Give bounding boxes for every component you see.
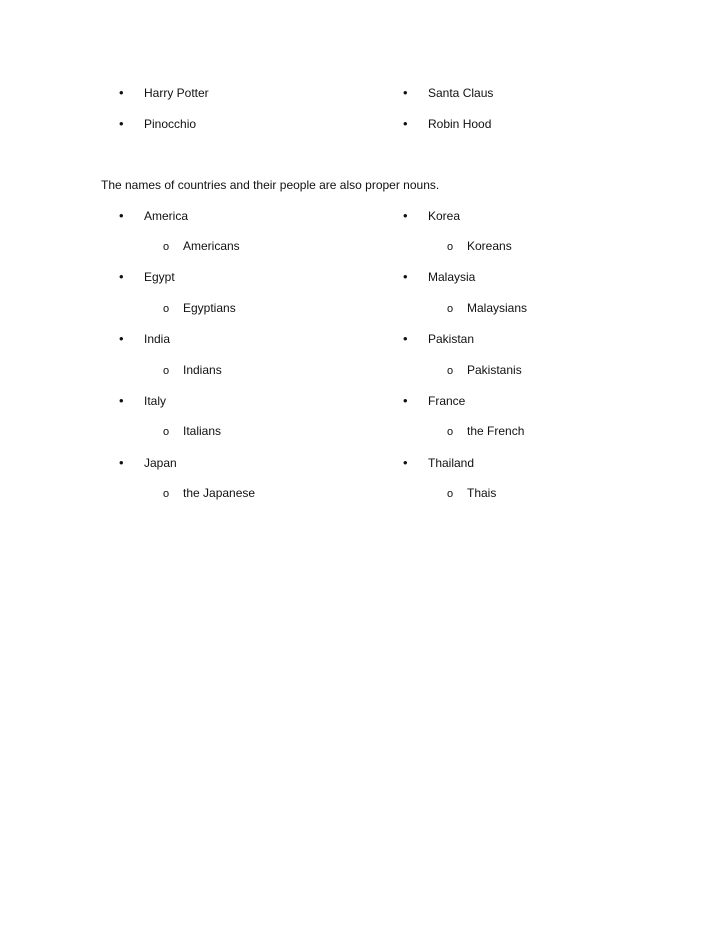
country-item: [119, 455, 177, 471]
list-item: [403, 116, 491, 132]
sub-bullet-icon: o: [163, 426, 170, 438]
people-item: [447, 485, 496, 502]
people-item: [163, 238, 240, 255]
country-label: Thailand: [428, 456, 475, 470]
bullet-icon: •: [119, 116, 124, 131]
bullet-icon: •: [403, 393, 408, 408]
sub-bullet-icon: o: [447, 241, 454, 253]
country-label: Pakistan: [428, 332, 475, 346]
people-label: Koreans: [467, 239, 512, 253]
people-label: the French: [467, 424, 525, 438]
people-label: Thais: [467, 486, 497, 500]
people-item: [163, 300, 236, 317]
people-label: the Japanese: [183, 486, 256, 500]
people-label: Indians: [183, 363, 222, 377]
country-label: Japan: [144, 456, 177, 470]
people-item: [163, 485, 255, 502]
country-item: [119, 331, 170, 347]
bullet-icon: •: [119, 455, 124, 470]
bullet-icon: •: [403, 455, 408, 470]
country-item: [403, 269, 475, 285]
people-label: Egyptians: [183, 301, 236, 315]
people-label: Italians: [183, 424, 222, 438]
bullet-icon: •: [119, 269, 124, 284]
list-item: [119, 116, 196, 132]
bullet-icon: •: [403, 85, 408, 100]
country-label: America: [144, 209, 189, 223]
bullet-icon: •: [119, 208, 124, 223]
people-label: Americans: [183, 239, 240, 253]
sub-bullet-icon: o: [447, 488, 454, 500]
country-item: [403, 455, 474, 471]
people-item: [447, 300, 527, 317]
country-item: [403, 208, 460, 224]
list-item: [403, 85, 493, 101]
sub-bullet-icon: o: [163, 241, 170, 253]
list-item: [119, 85, 209, 101]
list-item-label: Robin Hood: [428, 117, 492, 131]
bullet-icon: •: [403, 208, 408, 223]
list-item-label: Pinocchio: [144, 117, 197, 131]
bullet-icon: •: [119, 331, 124, 346]
sub-bullet-icon: o: [447, 365, 454, 377]
bullet-icon: •: [119, 85, 124, 100]
people-item: [447, 423, 524, 440]
country-item: [119, 393, 166, 409]
people-item: [163, 423, 221, 440]
country-label: France: [428, 394, 466, 408]
bullet-icon: •: [403, 269, 408, 284]
country-item: [403, 331, 474, 347]
people-item: [447, 362, 522, 379]
country-item: [119, 269, 175, 285]
country-label: Italy: [144, 394, 167, 408]
sub-bullet-icon: o: [163, 303, 170, 315]
sub-bullet-icon: o: [163, 365, 170, 377]
sub-bullet-icon: o: [163, 488, 170, 500]
sub-bullet-icon: o: [447, 303, 454, 315]
country-label: Korea: [428, 209, 461, 223]
country-label: Egypt: [144, 270, 175, 284]
sub-bullet-icon: o: [447, 426, 454, 438]
list-item-label: Harry Potter: [144, 86, 209, 100]
bullet-icon: •: [119, 393, 124, 408]
country-label: India: [144, 332, 171, 346]
bullet-icon: •: [403, 116, 408, 131]
country-item: [119, 208, 188, 224]
country-label: Malaysia: [428, 270, 476, 284]
bullet-icon: •: [403, 331, 408, 346]
people-item: [447, 238, 512, 255]
people-item: [163, 362, 222, 379]
people-label: Malaysians: [467, 301, 528, 315]
country-item: [403, 393, 465, 409]
people-label: Pakistanis: [467, 363, 522, 377]
body-paragraph: The names of countries and their people are also proper nouns.: [101, 178, 440, 192]
list-item-label: Santa Claus: [428, 86, 494, 100]
